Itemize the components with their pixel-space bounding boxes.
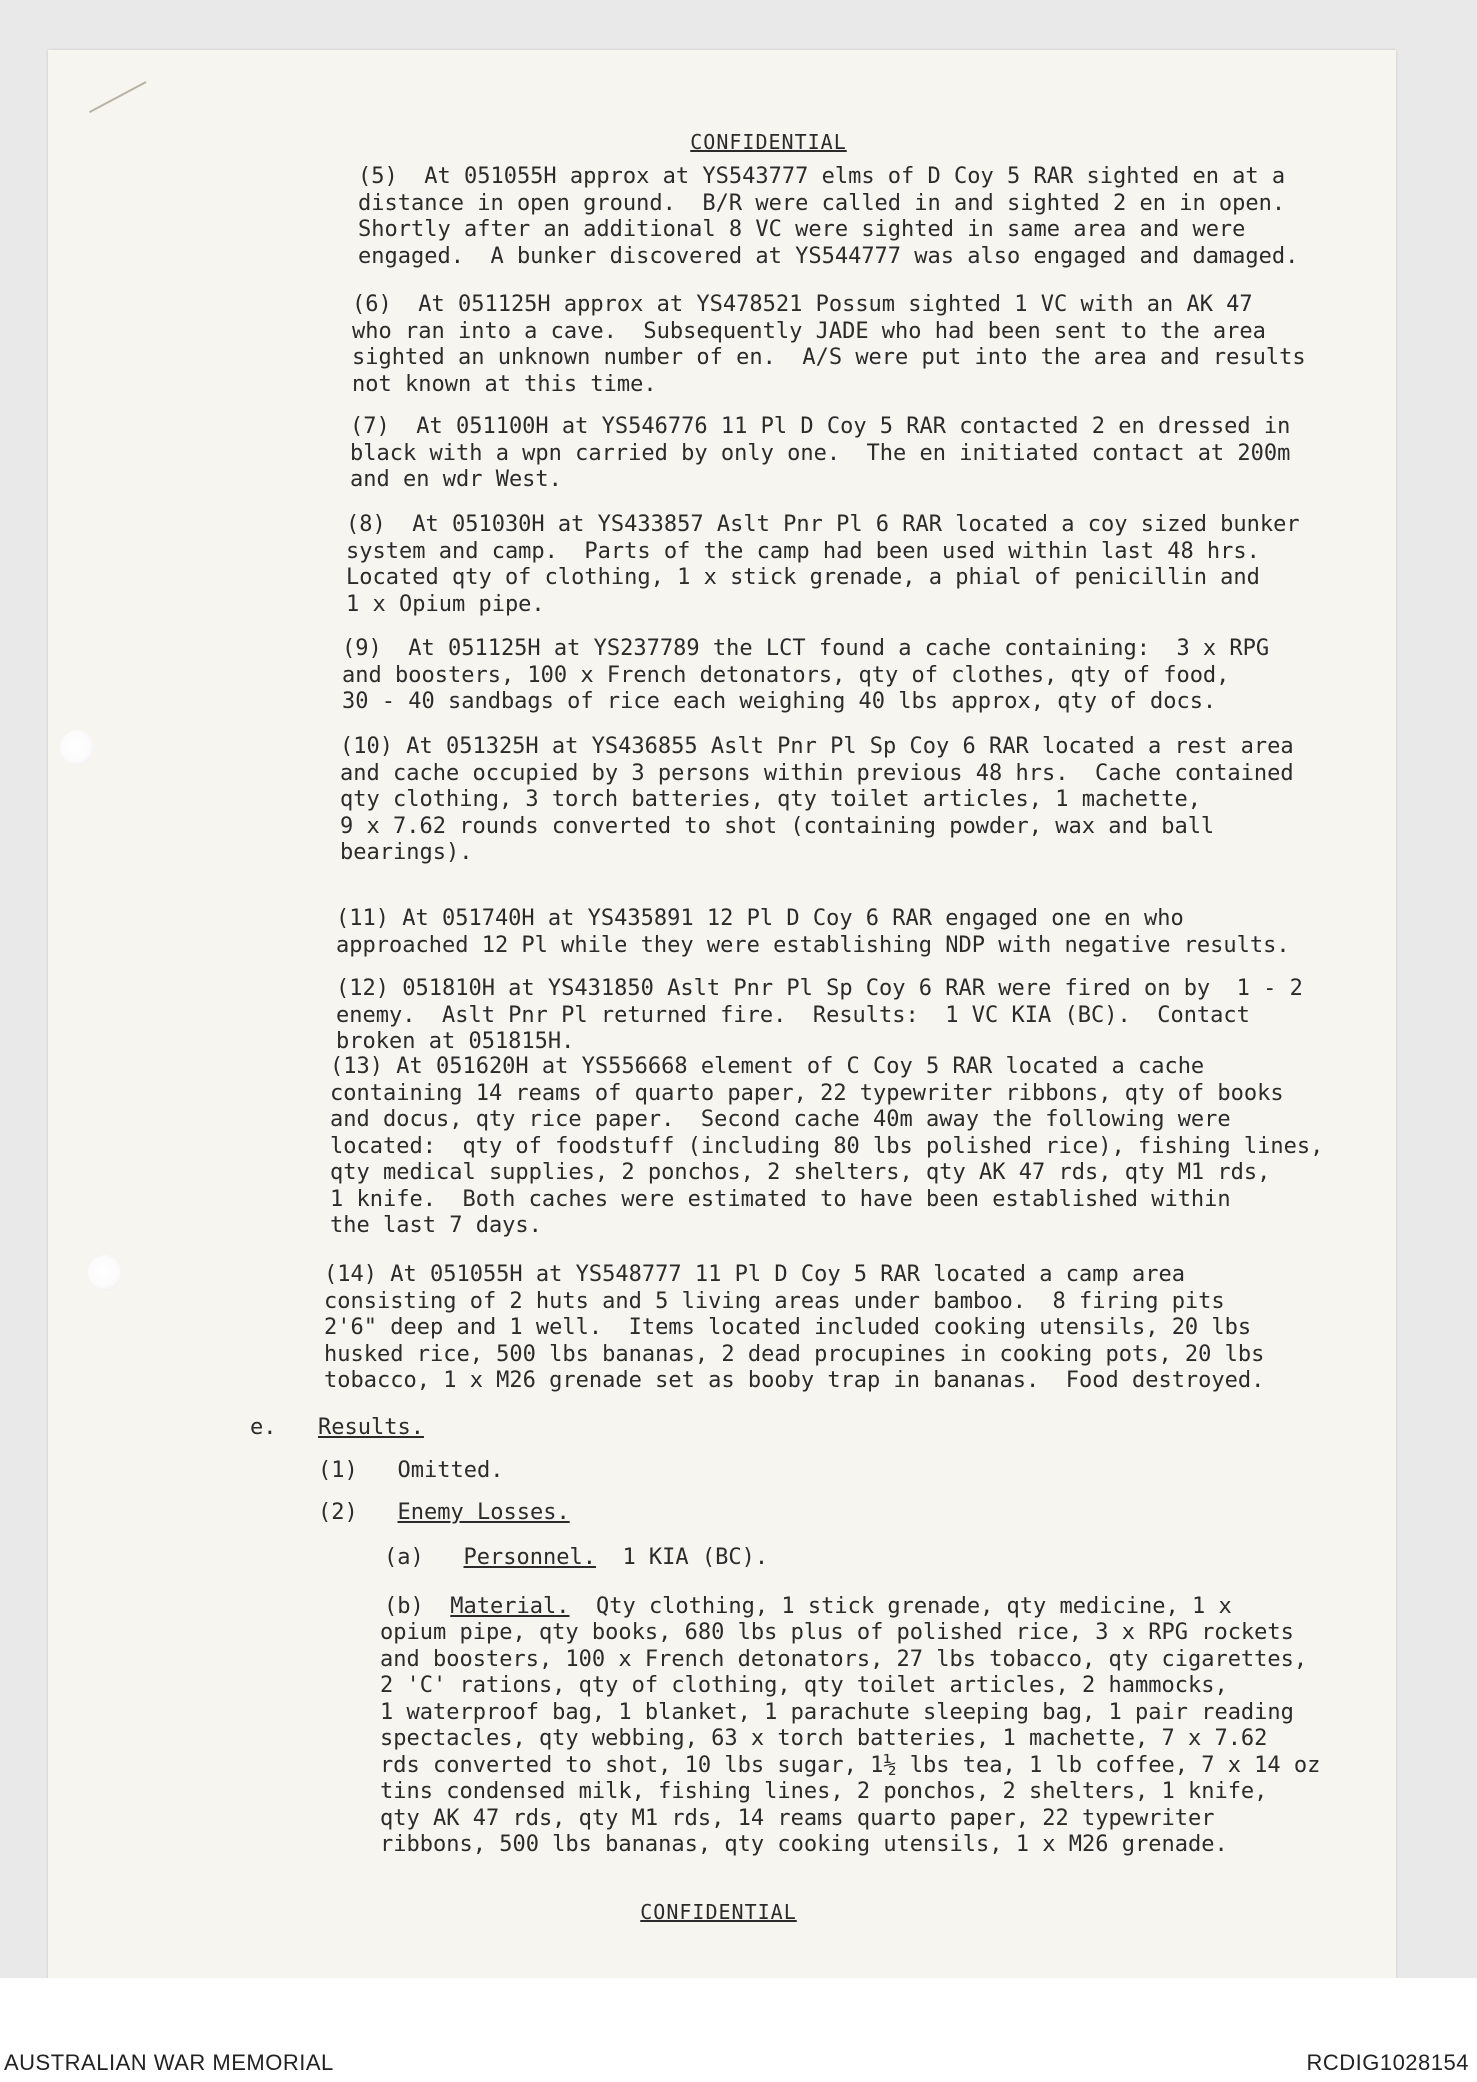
text-line: engaged. A bunker discovered at YS544777 was also engaged and damaged. (358, 243, 1299, 269)
material-list (380, 1620, 1320, 1859)
text-line: who ran into a cave. Subsequently JADE who had been sent to the area (352, 318, 1266, 344)
text-line: (14) At 051055H at YS548777 11 Pl D Coy 5 RAR located a camp area (324, 1262, 1185, 1287)
paragraph-7 (350, 414, 1290, 494)
paragraph-6 (352, 292, 1306, 398)
text-line: Shortly after an additional 8 VC were sighted in same area and were (358, 217, 1246, 242)
paragraph-5 (358, 164, 1298, 270)
material-line: spectacles, qty webbing, 63 x torch batteries, 1 machette, 7 x 7.62 (380, 1726, 1268, 1751)
text-line: (7) At 051100H at YS546776 11 Pl D Coy 5 RAR contacted 2 en dressed in (350, 414, 1291, 439)
text-line: and boosters, 100 x French detonators, qty of clothes, qty of food, (342, 662, 1230, 688)
text-line: 1 x Opium pipe. (346, 591, 545, 617)
material-line: 2 'C' rations, qty of clothing, qty toilet articles, 2 hammocks, (380, 1673, 1228, 1698)
classification-header: CONFIDENTIAL (690, 130, 847, 154)
paragraph-14 (324, 1262, 1264, 1395)
material-line: opium pipe, qty books, 680 lbs plus of polished rice, 3 x RPG rockets (380, 1620, 1294, 1645)
paragraph-11 (336, 906, 1290, 959)
text-line: 9 x 7.62 rounds converted to shot (containing powder, wax and ball (340, 813, 1215, 839)
results-item-1 (318, 1458, 503, 1484)
punch-hole-top (60, 730, 94, 766)
paragraph-13 (330, 1054, 1323, 1240)
text-line: containing 14 reams of quarto paper, 22 typewriter ribbons, qty of books (330, 1080, 1284, 1106)
text-line: bearings). (340, 840, 473, 865)
material-line: and boosters, 100 x French detonators, 27 lbs tobacco, qty cigarettes, (380, 1646, 1308, 1672)
text-line: not known at this time. (352, 371, 657, 397)
text-line: the last 7 days. (330, 1213, 542, 1238)
text-line: tobacco, 1 x M26 grenade set as booby trap in bananas. Food destroyed. (324, 1368, 1265, 1393)
text-line: broken at 051815H. (336, 1029, 575, 1054)
archive-footer-right: RCDIG1028154 (1306, 2050, 1469, 2075)
classification-footer: CONFIDENTIAL (640, 1900, 797, 1924)
results-item-2-number: (2) (318, 1500, 358, 1525)
text-line: Located qty of clothing, 1 x stick grenade, a phial of penicillin and (346, 565, 1260, 590)
material-number: (b) (384, 1594, 424, 1619)
text-line: (11) At 051740H at YS435891 12 Pl D Coy 6 RAR engaged one en who (336, 906, 1184, 931)
text-line: husked rice, 500 lbs bananas, 2 dead procupines in cooking pots, 20 lbs (324, 1341, 1265, 1367)
text-line: black with a wpn carried by only one. The en initiated contact at 200m (350, 440, 1291, 466)
text-line: 1 knife. Both caches were estimated to have been established within (330, 1186, 1231, 1212)
material-line: ribbons, 500 lbs bananas, qty cooking utensils, 1 x M26 grenade. (380, 1832, 1228, 1857)
text-line: system and camp. Parts of the camp had been used within last 48 hrs. (346, 538, 1260, 564)
text-line: qty medical supplies, 2 ponchos, 2 shelters, qty AK 47 rds, qty M1 rds, (330, 1160, 1271, 1185)
material-line: rds converted to shot, 10 lbs sugar, 1½ lbs tea, 1 lb coffee, 7 x 14 oz (380, 1752, 1321, 1778)
results-item-1-number: (1) (318, 1458, 358, 1483)
text-line: qty clothing, 3 torch batteries, qty toilet articles, 1 machette, (340, 787, 1201, 812)
text-line: (13) At 051620H at YS556668 element of C Coy 5 RAR located a cache (330, 1054, 1205, 1079)
personnel-number: (a) (384, 1545, 424, 1570)
text-line: distance in open ground. B/R were called in and sighted 2 en in open. (358, 190, 1286, 216)
text-line: (8) At 051030H at YS433857 Aslt Pnr Pl 6 RAR located a coy sized bunker (346, 512, 1300, 537)
text-line: and en wdr West. (350, 467, 562, 492)
text-line: sighted an unknown number of en. A/S were put into the area and results (352, 345, 1306, 370)
section-letter: e. (250, 1415, 277, 1440)
paragraph-9 (342, 636, 1269, 716)
text-line: (5) At 051055H approx at YS543777 elms of D Coy 5 RAR sighted en at a (358, 164, 1286, 189)
archive-footer-left: AUSTRALIAN WAR MEMORIAL (4, 2050, 334, 2075)
material-heading: Material. (450, 1594, 570, 1619)
punch-hole-bottom (88, 1255, 122, 1291)
results-heading: Results. (318, 1415, 424, 1440)
paragraph-8 (346, 512, 1300, 618)
text-line: (12) 051810H at YS431850 Aslt Pnr Pl Sp Coy 6 RAR were fired on by 1 - 2 (336, 976, 1303, 1001)
results-item-2 (318, 1500, 570, 1526)
paragraph-12 (336, 976, 1303, 1056)
text-line: enemy. Aslt Pnr Pl returned fire. Results: 1 VC KIA (BC). Contact (336, 1002, 1250, 1028)
text-line: and cache occupied by 3 persons within previous 48 hrs. Cache contained (340, 760, 1294, 786)
material-first-text: Qty clothing, 1 stick grenade, qty medicine, 1 x (569, 1594, 1232, 1619)
personnel-line (384, 1545, 768, 1571)
text-line: approached 12 Pl while they were establishing NDP with negative results. (336, 932, 1290, 958)
paragraph-10 (340, 734, 1294, 867)
text-line: 30 - 40 sandbags of rice each weighing 40 lbs approx, qty of docs. (342, 689, 1217, 714)
material-line: qty AK 47 rds, qty M1 rds, 14 reams quarto paper, 22 typewriter (380, 1805, 1215, 1831)
personnel-heading: Personnel. (463, 1545, 596, 1570)
text-line: 2'6" deep and 1 well. Items located included cooking utensils, 20 lbs (324, 1315, 1252, 1340)
personnel-text: 1 KIA (BC). (595, 1545, 769, 1570)
results-item-1-text: Omitted. (397, 1458, 504, 1483)
text-line: consisting of 2 huts and 5 living areas under bamboo. 8 firing pits (324, 1288, 1225, 1314)
text-line: (9) At 051125H at YS237789 the LCT found a cache containing: 3 x RPG (342, 636, 1270, 661)
material-line: 1 waterproof bag, 1 blanket, 1 parachute sleeping bag, 1 pair reading (380, 1699, 1294, 1725)
text-line: (6) At 051125H approx at YS478521 Possum sighted 1 VC with an AK 47 (352, 292, 1253, 317)
enemy-losses-heading: Enemy Losses. (397, 1500, 570, 1525)
text-line: and docus, qty rice paper. Second cache 40m away the following were (330, 1107, 1231, 1132)
material-line: tins condensed milk, fishing lines, 2 ponchos, 2 shelters, 1 knife, (380, 1779, 1268, 1804)
text-line: (10) At 051325H at YS436855 Aslt Pnr Pl Sp Coy 6 RAR located a rest area (340, 734, 1294, 759)
text-line: located: qty of foodstuff (including 80 lbs polished rice), fishing lines, (330, 1133, 1324, 1159)
material-first-line (384, 1594, 1232, 1620)
